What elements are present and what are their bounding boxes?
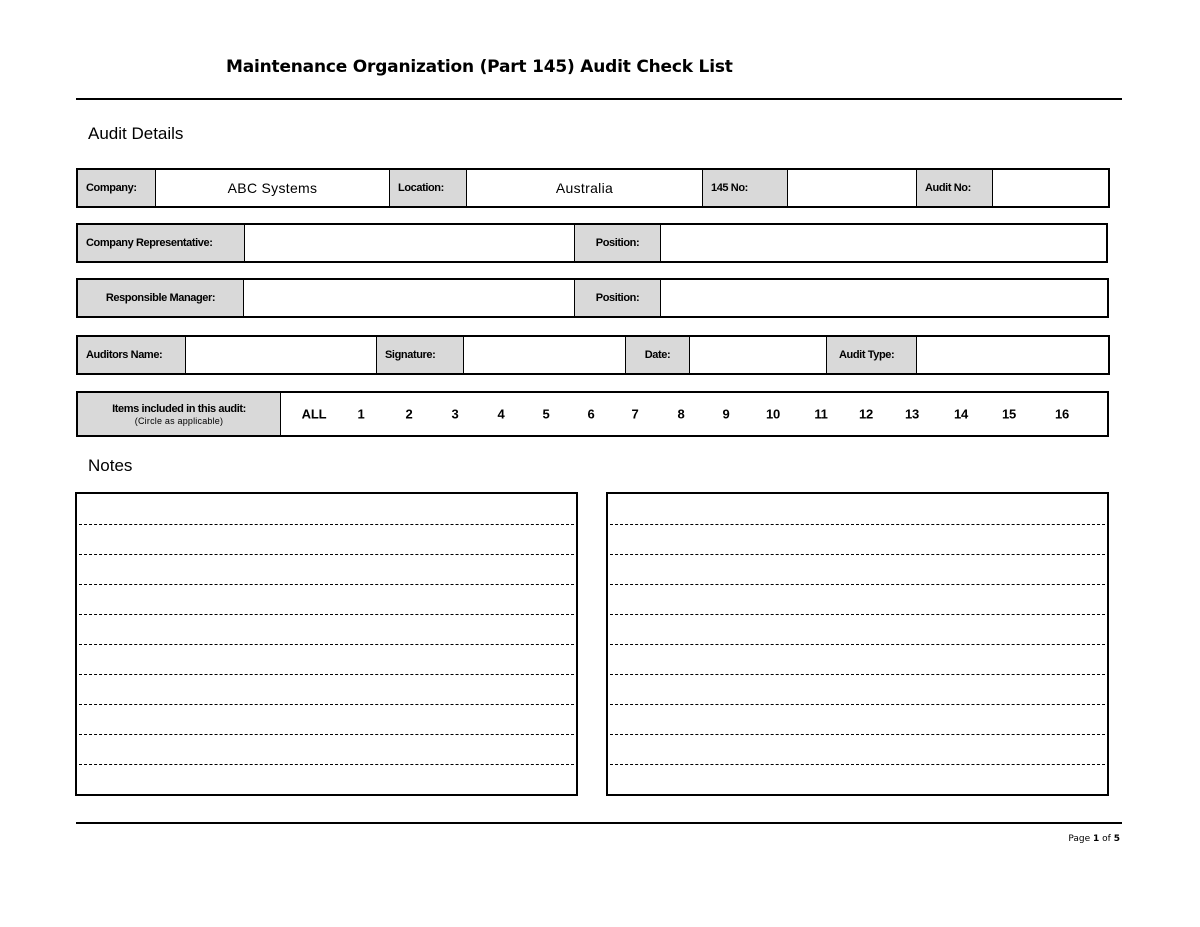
notes-box-right[interactable]: [606, 492, 1109, 796]
signature-label: Signature:: [377, 337, 464, 373]
item-option[interactable]: 10: [765, 406, 781, 422]
representative-position-field[interactable]: [661, 225, 1106, 261]
item-option[interactable]: 9: [722, 406, 730, 422]
company-row: [76, 168, 1110, 208]
page-number: [1068, 834, 1120, 844]
auditor-row: [76, 335, 1110, 375]
responsible-manager-label: Responsible Manager:: [78, 280, 244, 316]
note-line: [610, 674, 1105, 675]
audit-details-heading: Audit Details: [88, 124, 184, 143]
header-divider: [76, 98, 1122, 100]
location-field[interactable]: Australia: [467, 170, 703, 206]
note-line: [610, 704, 1105, 705]
company-representative-field[interactable]: [245, 225, 575, 261]
part145-number-field[interactable]: [788, 170, 917, 206]
auditors-name-field[interactable]: [186, 337, 377, 373]
note-line: [610, 584, 1105, 585]
item-option[interactable]: 3: [451, 406, 459, 422]
part145-number-label: 145 No:: [703, 170, 788, 206]
item-option[interactable]: 1: [357, 406, 365, 422]
page-total: 5: [1113, 834, 1120, 844]
representative-row: [76, 223, 1108, 263]
note-line: [610, 764, 1105, 765]
item-option[interactable]: 13: [904, 406, 920, 422]
note-line: [610, 644, 1105, 645]
audit-number-field[interactable]: [993, 170, 1108, 206]
location-label: Location:: [390, 170, 467, 206]
note-line: [79, 674, 574, 675]
item-option[interactable]: 6: [587, 406, 595, 422]
items-row: [76, 391, 1109, 437]
note-line: [79, 554, 574, 555]
note-line: [79, 704, 574, 705]
audit-type-label: Audit Type:: [827, 337, 917, 373]
item-option[interactable]: 15: [1001, 406, 1017, 422]
page-of: of: [1102, 834, 1111, 844]
items-options: [281, 393, 1107, 435]
items-included-hint: (Circle as applicable): [134, 415, 224, 426]
responsible-manager-field[interactable]: [244, 280, 575, 316]
note-line: [79, 764, 574, 765]
audit-number-label: Audit No:: [917, 170, 993, 206]
manager-position-label: Position:: [575, 280, 661, 316]
items-included-label: [78, 393, 281, 435]
item-option[interactable]: 12: [858, 406, 874, 422]
note-line: [79, 614, 574, 615]
item-option[interactable]: 7: [631, 406, 639, 422]
signature-field[interactable]: [464, 337, 626, 373]
item-option[interactable]: 8: [677, 406, 685, 422]
footer-divider: [76, 822, 1122, 824]
note-line: [610, 554, 1105, 555]
item-option[interactable]: 4: [497, 406, 505, 422]
audit-type-field[interactable]: [917, 337, 1108, 373]
item-option[interactable]: 11: [814, 406, 828, 422]
notes-box-left[interactable]: [75, 492, 578, 796]
note-line: [610, 614, 1105, 615]
page-current: 1: [1093, 834, 1100, 844]
manager-position-field[interactable]: [661, 280, 1107, 316]
company-label: Company:: [78, 170, 156, 206]
note-line: [79, 644, 574, 645]
note-line: [79, 524, 574, 525]
items-included-title: Items included in this audit:: [112, 402, 246, 415]
note-line: [610, 524, 1105, 525]
page-word: Page: [1068, 834, 1091, 844]
date-field[interactable]: [690, 337, 827, 373]
company-representative-label: Company Representative:: [78, 225, 245, 261]
note-line: [79, 734, 574, 735]
item-option-all[interactable]: ALL: [301, 406, 327, 422]
company-field[interactable]: ABC Systems: [156, 170, 390, 206]
auditors-name-label: Auditors Name:: [78, 337, 186, 373]
item-option[interactable]: 2: [405, 406, 413, 422]
item-option[interactable]: 14: [953, 406, 969, 422]
manager-row: [76, 278, 1109, 318]
item-option[interactable]: 5: [542, 406, 550, 422]
item-option[interactable]: 16: [1054, 406, 1070, 422]
document-title: Maintenance Organization (Part 145) Audit Check List: [226, 57, 733, 77]
representative-position-label: Position:: [575, 225, 661, 261]
date-label: Date:: [626, 337, 690, 373]
notes-heading: Notes: [88, 456, 133, 475]
note-line: [610, 734, 1105, 735]
note-line: [79, 584, 574, 585]
